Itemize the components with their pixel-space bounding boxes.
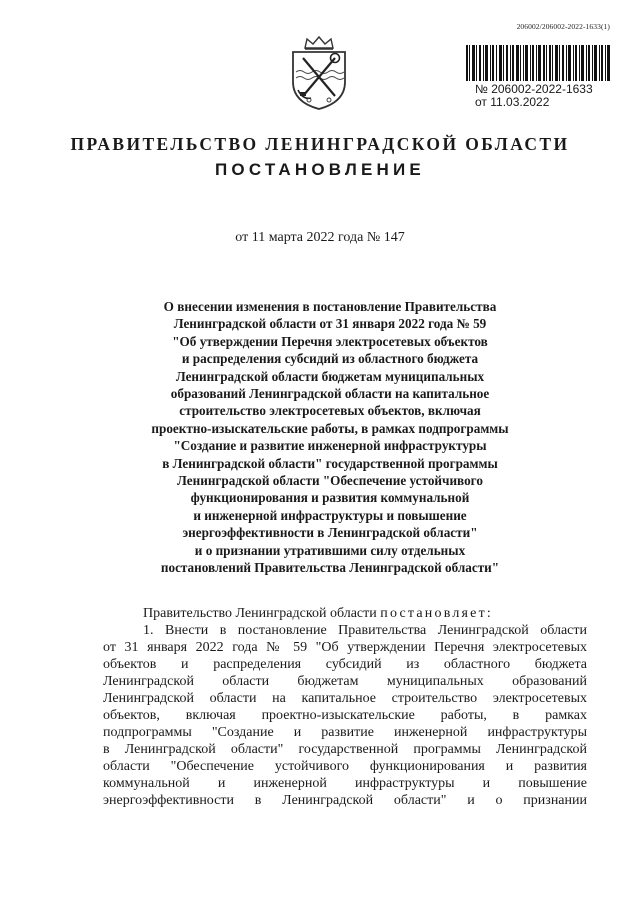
resolution-body xyxy=(103,605,587,809)
paragraph-line: области "Обеспечение устойчивого функционирования и развития xyxy=(103,759,587,774)
paragraph-line: в Ленинградской области" государственной программы Ленинградской xyxy=(103,742,587,757)
intro-decree-word: постановляет: xyxy=(380,606,493,621)
subject-line: Ленинградской области бюджетам муниципальных xyxy=(175,368,485,384)
subject-line: функционирования и развития коммунальной xyxy=(190,490,470,506)
document-id: 206002/206002-2022-1633(1) xyxy=(516,22,610,31)
paragraph-line: Ленинградской области на капитальное строительство электросетевых xyxy=(103,691,587,706)
subject-line: О внесении изменения в постановление Правительства xyxy=(163,299,497,314)
subject-line: "Создание и развитие инженерной инфраструктуры xyxy=(173,438,487,454)
coat-of-arms-icon xyxy=(283,34,355,112)
subject-line: Ленинградской области "Обеспечение устойчивого xyxy=(177,473,483,489)
subject-line: строительство электросетевых объектов, включая xyxy=(179,403,481,419)
paragraph-line: 1. Внести в постановление Правительства Ленинградской области xyxy=(143,623,587,638)
registration-number: № 206002-2022-1633 xyxy=(475,82,593,96)
subject-line: и инженерной инфраструктуры и повышение xyxy=(193,507,467,523)
subject-line: "Об утверждении Перечня электросетевых объектов xyxy=(172,333,488,349)
subject-line: энергоэффективности в Ленинградской области" xyxy=(182,525,478,541)
paragraph-line: подпрограммы "Создание и развитие инженерной инфраструктуры xyxy=(103,725,587,740)
paragraph-line: энергоэффективности в Ленинградской области" и о признании xyxy=(103,793,587,808)
subject-line: Ленинградской области от 31 января 2022 года № 59 xyxy=(173,316,487,332)
resolution-date-number: от 11 марта 2022 года № 147 xyxy=(235,230,405,245)
resolution-subject xyxy=(120,298,540,577)
subject-line: в Ленинградской области" государственной программы xyxy=(162,455,498,471)
document-type-heading: ПОСТАНОВЛЕНИЕ xyxy=(215,160,425,179)
paragraph-line: коммунальной и инженерной инфраструктуры и повышение xyxy=(103,776,587,791)
paragraph-line: объектов и распределения субсидий из областного бюджета xyxy=(103,657,587,672)
paragraph-line: от 31 января 2022 года № 59 "Об утверждении Перечня электросетевых xyxy=(103,640,587,655)
resolution-intro xyxy=(143,605,587,622)
subject-line: и о признании утратившими силу отдельных xyxy=(194,542,466,558)
barcode-icon xyxy=(466,45,611,81)
registration-date: от 11.03.2022 xyxy=(475,95,550,109)
subject-line: и распределения субсидий из областного бюджета xyxy=(181,351,479,367)
government-title: ПРАВИТЕЛЬСТВО ЛЕНИНГРАДСКОЙ ОБЛАСТИ xyxy=(70,134,570,154)
paragraph-line: Ленинградской области бюджетам муниципальных образований xyxy=(103,674,587,689)
subject-line: проектно-изыскательские работы, в рамках подпрограммы xyxy=(151,420,509,436)
paragraph-1 xyxy=(103,622,587,809)
subject-line: постановлений Правительства Ленинградской области" xyxy=(160,560,500,576)
intro-prefix: Правительство Ленинградской области xyxy=(143,606,377,621)
paragraph-line: объектов, включая проектно-изыскательские работы, в рамках xyxy=(103,708,587,723)
subject-line: образований Ленинградской области на капитальное xyxy=(170,386,490,402)
